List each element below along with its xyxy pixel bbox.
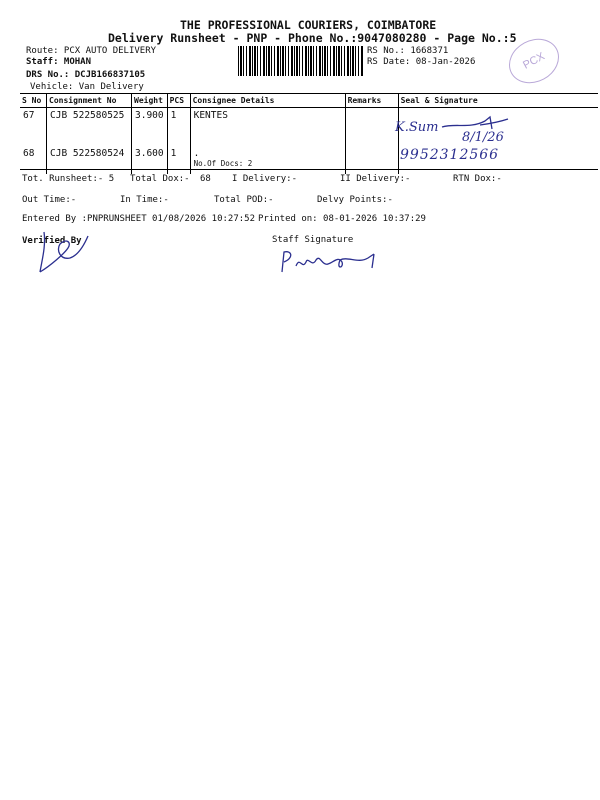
vehicle: Vehicle: Van Delivery [30, 82, 144, 92]
rs-date: RS Date: 08-Jan-2026 [367, 57, 476, 67]
drs-number: DRS No.: DCJB166837105 [26, 70, 146, 80]
ii-delivery: II Delivery:- [340, 174, 411, 184]
table-row [20, 108, 598, 146]
pcx-stamp: PCX [501, 30, 567, 91]
out-time: Out Time:- [22, 195, 77, 205]
i-delivery: I Delivery:- [232, 174, 298, 184]
col-pcs: PCS [167, 94, 190, 108]
handwritten-name: K.Sum [395, 120, 439, 135]
delivery-points: Delvy Points:- [317, 195, 393, 205]
cell-consignment: CJB 522580524 [47, 146, 132, 174]
verified-signature [30, 226, 100, 278]
entered-by: Entered By :PNPRUNSHEET 01/08/2026 10:27:52 [22, 214, 255, 224]
verified-by-label: Verified By [22, 236, 82, 246]
cell-consignee: KENTES [190, 108, 345, 146]
consignee-text: . [193, 147, 200, 159]
col-weight: Weight [132, 94, 168, 108]
company-name: THE PROFESSIONAL COURIERS, COIMBATORE [180, 18, 437, 32]
col-seal-signature: Seal & Signature [398, 94, 598, 108]
col-remarks: Remarks [345, 94, 398, 108]
total-dox-label: Total Dox:- [130, 174, 190, 184]
cell-consignment: CJB 522580525 [47, 108, 132, 146]
staff-signature [278, 246, 388, 278]
cell-weight: 3.900 [132, 108, 168, 146]
rtn-dox: RTN Dox:- [453, 174, 502, 184]
handwritten-phone: 9952312566 [400, 147, 500, 163]
barcode [238, 46, 364, 76]
total-pod: Total POD:- [214, 195, 274, 205]
table-bottom-rule [20, 169, 598, 170]
col-consignee: Consignee Details [190, 94, 345, 108]
cell-pcs: 1 [167, 108, 190, 146]
staff: Staff: MOHAN [26, 57, 92, 67]
cell-weight: 3.600 [132, 146, 168, 174]
rs-number: RS No.: 1668371 [367, 46, 449, 56]
handwritten-date: 8/1/26 [462, 130, 504, 145]
cell-remarks [345, 108, 398, 146]
cell-sno: 68 [20, 146, 47, 174]
total-dox-value: 68 [200, 174, 211, 184]
docs-count: No.Of Docs: 2 [193, 158, 253, 168]
printed-on: Printed on: 08-01-2026 10:37:29 [258, 214, 426, 224]
cell-pcs: 1 [167, 146, 190, 174]
cell-sno: 67 [20, 108, 47, 146]
runsheet-title: Delivery Runsheet - PNP - Phone No.:9047080280 - Page No.:5 [108, 31, 517, 45]
col-sno: S No [20, 94, 47, 108]
route: Route: PCX AUTO DELIVERY [26, 46, 157, 56]
total-runsheet: Tot. Runsheet:- 5 [22, 174, 115, 184]
in-time: In Time:- [120, 195, 169, 205]
col-consignment: Consignment No [47, 94, 132, 108]
staff-signature-label: Staff Signature [272, 235, 354, 245]
runsheet-table [20, 93, 598, 174]
